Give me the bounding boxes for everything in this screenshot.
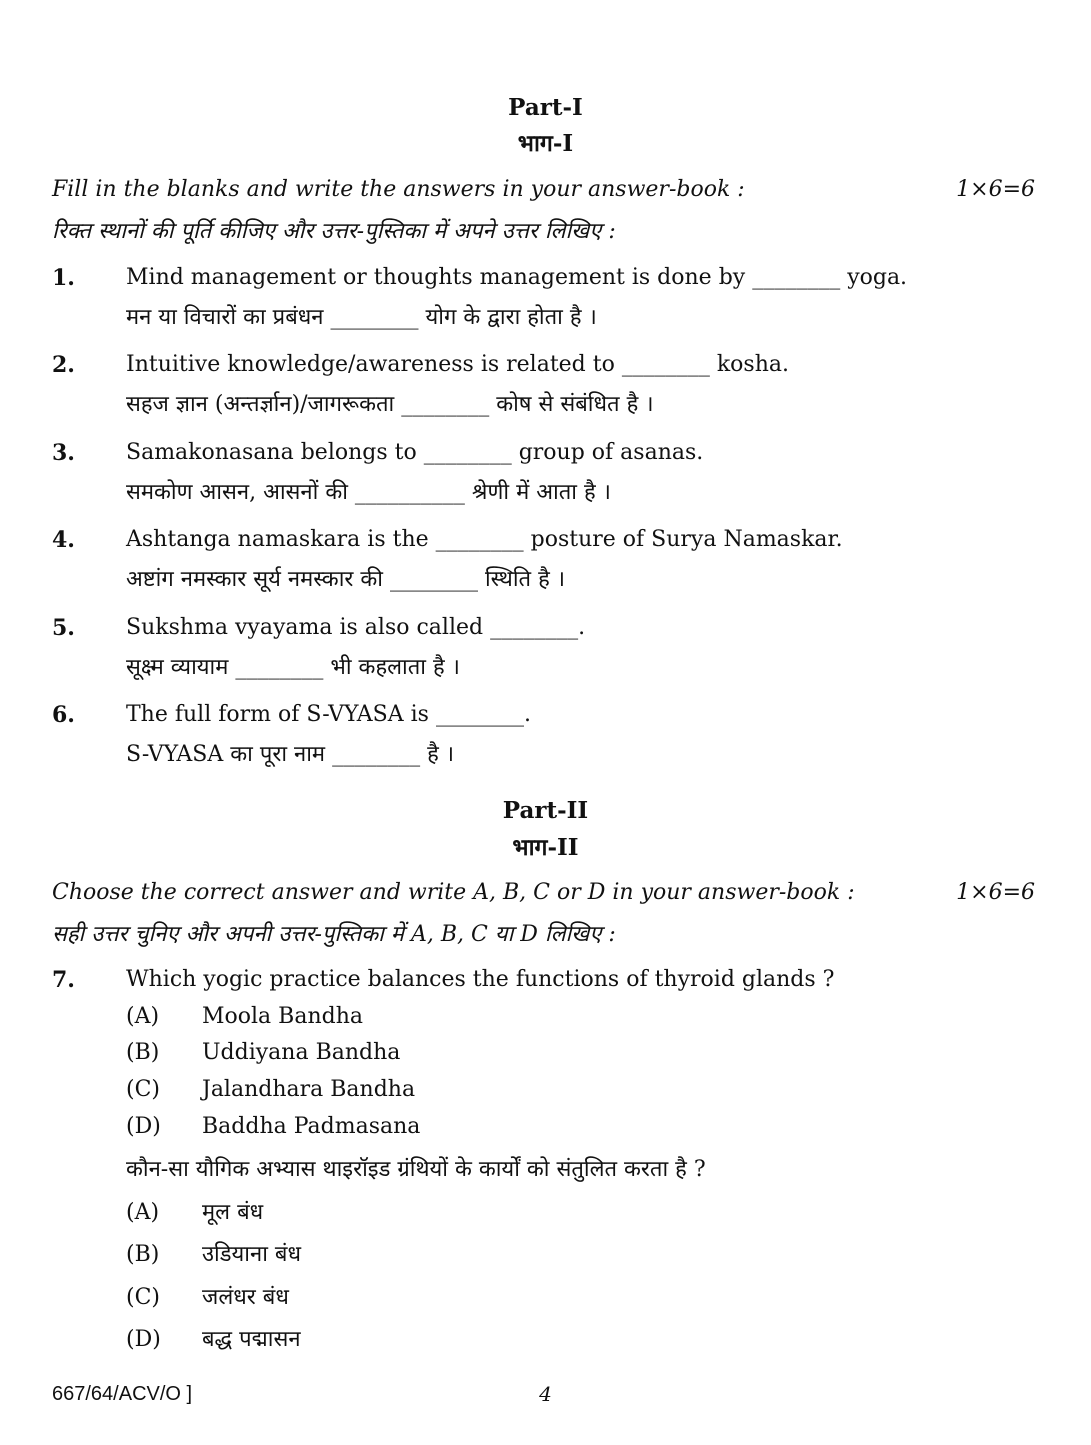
page-number: 4: [539, 1382, 552, 1406]
option-text-hindi: मूल बंध: [202, 1200, 264, 1225]
option-letter: (C): [126, 1285, 160, 1310]
option-letter: (C): [126, 1077, 160, 1102]
question-text: Samakonasana belongs to ________ group of asanas.: [126, 440, 704, 465]
question-text: Mind management or thoughts management is done by ________ yoga.: [126, 265, 908, 290]
option-letter: (A): [126, 1200, 160, 1225]
question-number: 6.: [52, 702, 75, 728]
part1-marks: 1×6=6: [956, 177, 1035, 202]
part2-instruction-hindi: सही उत्तर चुनिए और अपनी उत्तर-पुस्तिका में A, B, C या D लिखिए :: [52, 922, 616, 947]
part2-title-hindi: भाग-II: [512, 834, 579, 861]
part1-instruction: Fill in the blanks and write the answers in your answer-book :: [52, 177, 745, 202]
option-text-hindi: बद्ध पद्मासन: [202, 1327, 301, 1352]
question-text: Sukshma vyayama is also called ________.: [126, 615, 586, 640]
question-text: The full form of S-VYASA is ________.: [126, 702, 531, 727]
part1-title: Part-I: [508, 94, 583, 121]
option-text-hindi: उडियाना बंध: [202, 1242, 301, 1267]
option-letter: (A): [126, 1004, 160, 1029]
question-number: 1.: [52, 265, 75, 291]
option-text: Moola Bandha: [202, 1004, 363, 1029]
option-letter: (B): [126, 1040, 160, 1065]
question-text-hindi: सहज ज्ञान (अन्तर्ज्ञान)/जागरूकता ________ कोष से संबंधित है ।: [126, 392, 654, 417]
option-letter: (B): [126, 1242, 160, 1267]
question-number: 4.: [52, 527, 75, 553]
question-text-hindi: सूक्ष्म व्यायाम ________ भी कहलाता है ।: [126, 655, 460, 680]
part2-marks: 1×6=6: [956, 880, 1035, 905]
part2-title: Part-II: [502, 797, 589, 824]
question-number: 7.: [52, 967, 75, 993]
part1-instruction-hindi: रिक्त स्थानों की पूर्ति कीजिए और उत्तर-पुस्तिका में अपने उत्तर लिखिए :: [52, 219, 616, 244]
option-letter: (D): [126, 1114, 161, 1139]
question-text: Which yogic practice balances the functions of thyroid glands ?: [126, 967, 835, 992]
question-text-hindi: कौन-सा यौगिक अभ्यास थाइरॉइड ग्रंथियों के कार्यों को संतुलित करता है ?: [126, 1157, 706, 1182]
question-number: 5.: [52, 615, 75, 641]
question-text-hindi: समकोण आसन, आसनों की __________ श्रेणी में आता है ।: [126, 480, 611, 505]
paper-code: 667/64/ACV/O ]: [52, 1383, 193, 1405]
question-text-hindi: मन या विचारों का प्रबंधन ________ योग के द्वारा होता है ।: [126, 305, 597, 330]
question-number: 2.: [52, 352, 75, 378]
option-text: Baddha Padmasana: [202, 1114, 421, 1139]
option-text: Uddiyana Bandha: [202, 1040, 401, 1065]
part1-title-hindi: भाग-I: [517, 130, 574, 157]
option-text: Jalandhara Bandha: [202, 1077, 416, 1102]
question-text: Ashtanga namaskara is the ________ posture of Surya Namaskar.: [126, 527, 843, 552]
question-text: Intuitive knowledge/awareness is related to ________ kosha.: [126, 352, 789, 377]
question-text-hindi: अष्टांग नमस्कार सूर्य नमस्कार की ________ स्थिति है ।: [126, 567, 566, 592]
option-text-hindi: जलंधर बंध: [202, 1285, 289, 1310]
question-number: 3.: [52, 440, 75, 466]
question-text-hindi: S-VYASA का पूरा नाम ________ है ।: [126, 742, 455, 767]
option-letter: (D): [126, 1327, 161, 1352]
part2-instruction: Choose the correct answer and write A, B, C or D in your answer-book :: [52, 880, 855, 905]
